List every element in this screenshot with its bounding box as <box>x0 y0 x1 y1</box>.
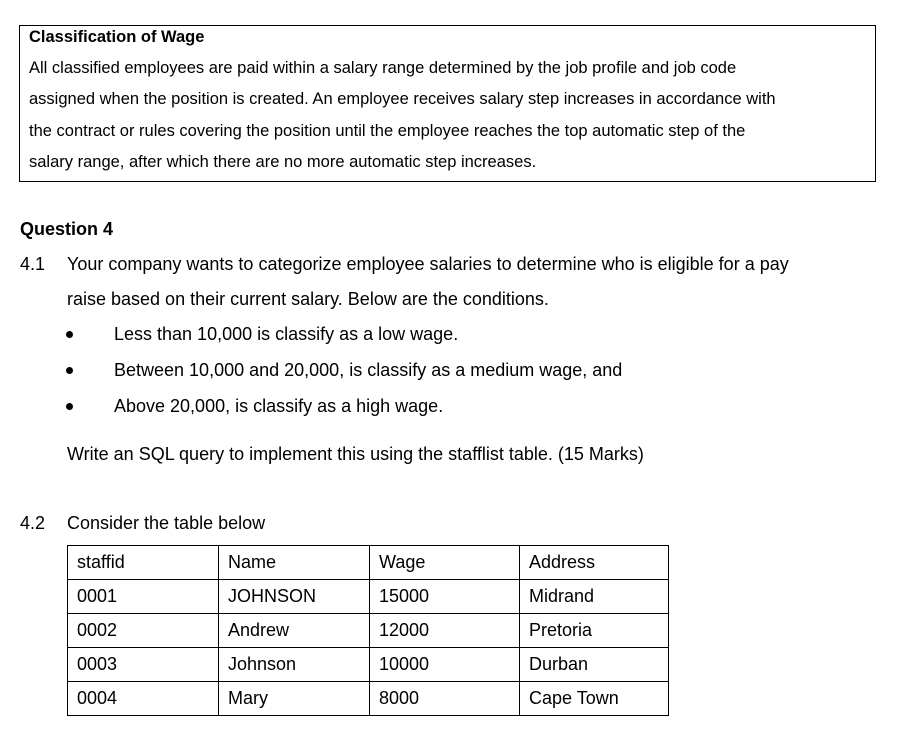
question-4-1-text: Your company wants to categorize employee salaries to determine who is eligible for a pay <box>67 254 789 274</box>
condition-item: Above 20,000, is classify as a high wage. <box>114 396 444 416</box>
bullet-icon <box>66 367 73 374</box>
bullet-icon <box>66 331 73 338</box>
box-title: Classification of Wage <box>29 28 205 46</box>
table-header-cell: Wage <box>370 546 520 580</box>
table-cell: Andrew <box>219 614 370 648</box>
table-row <box>68 580 669 614</box>
table-cell: Durban <box>520 648 669 682</box>
table-cell: 12000 <box>370 614 520 648</box>
table-header-cell: Name <box>219 546 370 580</box>
table-cell: 0003 <box>68 648 219 682</box>
condition-item: Between 10,000 and 20,000, is classify as a medium wage, and <box>114 360 623 380</box>
table-cell: Midrand <box>520 580 669 614</box>
classification-box <box>19 25 876 182</box>
table-cell: 0002 <box>68 614 219 648</box>
condition-item: Less than 10,000 is classify as a low wage. <box>114 324 459 344</box>
question-4-1-instruction: Write an SQL query to implement this using the stafflist table. (15 Marks) <box>67 444 644 464</box>
box-text-line: salary range, after which there are no more automatic step increases. <box>29 153 537 171</box>
table-cell: Pretoria <box>520 614 669 648</box>
table-row <box>68 614 669 648</box>
table-cell: 0001 <box>68 580 219 614</box>
stafflist-table <box>67 545 669 716</box>
box-text-line: All classified employees are paid within a salary range determined by the job profile and job code <box>29 59 737 77</box>
table-cell: 8000 <box>370 682 520 716</box>
box-text-line: the contract or rules covering the position until the employee reaches the top automatic step of the <box>29 122 746 140</box>
table-cell: 0004 <box>68 682 219 716</box>
question-4-1-number: 4.1 <box>20 254 46 274</box>
table-row <box>68 648 669 682</box>
table-header-cell: Address <box>520 546 669 580</box>
table-cell: Mary <box>219 682 370 716</box>
table-header-row <box>68 546 669 580</box>
table-header-cell: staffid <box>68 546 219 580</box>
bullet-icon <box>66 403 73 410</box>
table-cell: JOHNSON <box>219 580 370 614</box>
table-row <box>68 682 669 716</box>
table-cell: 15000 <box>370 580 520 614</box>
question-4-1-text: raise based on their current salary. Below are the conditions. <box>67 289 549 309</box>
table-cell: Cape Town <box>520 682 669 716</box>
table-cell: Johnson <box>219 648 370 682</box>
question-heading: Question 4 <box>20 219 114 239</box>
question-4-2-number: 4.2 <box>20 513 46 533</box>
table-cell: 10000 <box>370 648 520 682</box>
box-text-line: assigned when the position is created. An employee receives salary step increases in accordance with <box>29 90 776 108</box>
question-4-2-text: Consider the table below <box>67 513 266 533</box>
